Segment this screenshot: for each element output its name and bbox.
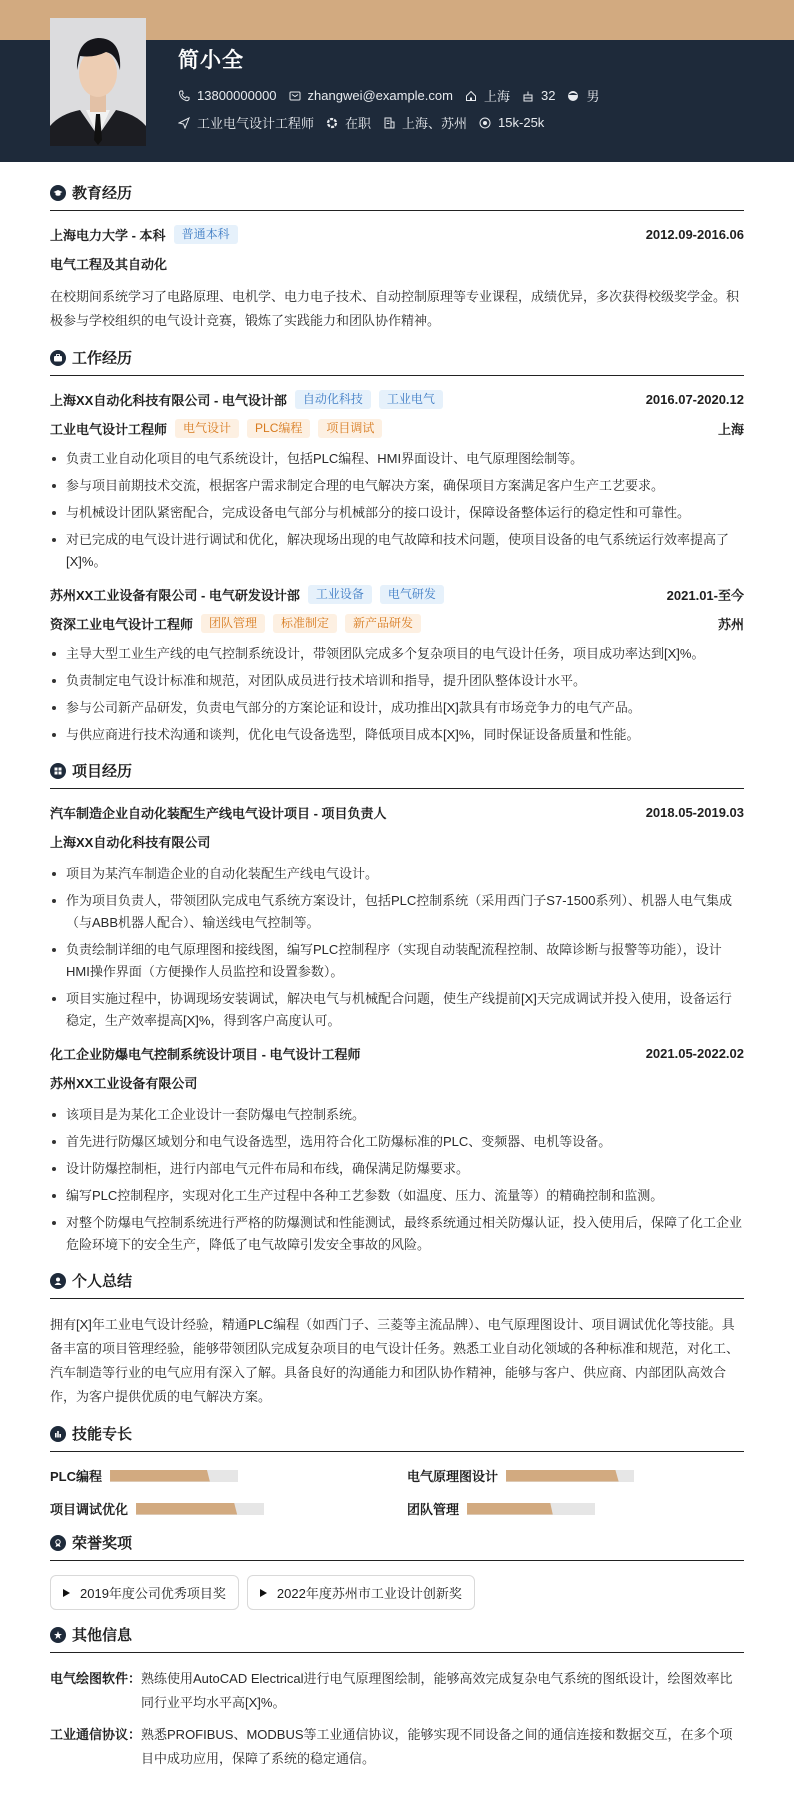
award-item: 2022年度苏州市工业设计创新奖 bbox=[247, 1575, 475, 1610]
list-item: 参与项目前期技术交流，根据客户需求制定合理的电气解决方案，确保项目方案满足客户生产工艺要求。 bbox=[50, 475, 744, 497]
age: 32 bbox=[540, 88, 556, 103]
status-ring-icon bbox=[326, 117, 338, 129]
job-intent-row bbox=[178, 113, 556, 132]
email-info bbox=[289, 88, 453, 103]
other-info-row bbox=[50, 1667, 744, 1715]
education-section bbox=[50, 182, 744, 333]
skill-bar bbox=[136, 1503, 264, 1515]
graduation-cap-icon bbox=[50, 185, 66, 201]
work-section bbox=[50, 347, 744, 746]
list-item: 项目为某汽车制造企业的自动化装配生产线电气设计。 bbox=[50, 863, 744, 885]
role-tag: 标准制定 bbox=[273, 614, 337, 633]
job-entry bbox=[50, 390, 744, 573]
section-title: 个人总结 bbox=[50, 1270, 744, 1299]
degree-tag: 普通本科 bbox=[174, 225, 238, 244]
list-item: 对已完成的电气设计进行调试和优化，解决现场出现的电气故障和技术问题，使项目设备的电气系统运行效率提高了[X]%。 bbox=[50, 529, 744, 573]
role-tag: PLC编程 bbox=[247, 419, 310, 438]
list-item: 对整个防爆电气控制系统进行严格的防爆测试和性能测试，最终系统通过相关防爆认证，投入使用后，保障了化工企业危险环境下的安全生产，降低了电气故障引发安全事故的风险。 bbox=[50, 1212, 744, 1256]
list-item: 参与公司新产品研发，负责电气部分的方案论证和设计，成功推出[X]款具有市场竞争力的电气产品。 bbox=[50, 697, 744, 719]
summary-section bbox=[50, 1270, 744, 1409]
projects-section bbox=[50, 760, 744, 1256]
education-date: 2012.09-2016.06 bbox=[645, 227, 744, 242]
cake-icon bbox=[522, 90, 534, 102]
project-entry bbox=[50, 803, 744, 1032]
list-item: 主导大型工业生产线的电气控制系统设计，带领团队完成多个复杂项目的电气设计任务，项目成功率达到[X]%。 bbox=[50, 643, 744, 665]
awards-section bbox=[50, 1532, 744, 1610]
list-item: 负责绘制详细的电气原理图和接线图，编写PLC控制程序（实现自动装配流程控制、故障诊断与报警等功能），设计HMI操作界面（方便操作人员监控和设置参数）。 bbox=[50, 939, 744, 983]
company-tag: 自动化科技 bbox=[295, 390, 371, 409]
role-tag: 电气设计 bbox=[175, 419, 239, 438]
company-name: 上海XX自动化科技有限公司 - 电气设计部 bbox=[50, 393, 287, 408]
skill-item bbox=[407, 1466, 744, 1485]
section-title: 项目经历 bbox=[50, 760, 744, 789]
other-info-value: 熟练使用AutoCAD Electrical进行电气原理图绘制，能够高效完成复杂电气系统的图纸设计，绘图效率比同行业平均水平高[X]%。 bbox=[141, 1671, 733, 1710]
user-face-icon bbox=[567, 90, 579, 102]
phone-icon bbox=[178, 90, 190, 102]
list-item: 首先进行防爆区域划分和电气设备选型，选用符合化工防爆标准的PLC、变频器、电机等设备。 bbox=[50, 1131, 744, 1153]
list-item: 与机械设计团队紧密配合，完成设备电气部分与机械部分的接口设计，保障设备整体运行的稳定性和可靠性。 bbox=[50, 502, 744, 524]
user-icon bbox=[50, 1273, 66, 1289]
other-section bbox=[50, 1624, 744, 1771]
city: 上海 bbox=[483, 89, 510, 104]
job-bullets bbox=[50, 643, 744, 746]
role-tag: 新产品研发 bbox=[345, 614, 421, 633]
contact-row bbox=[178, 86, 611, 105]
summary-text: 拥有[X]年工业电气设计经验，精通PLC编程（如西门子、三菱等主流品牌）、电气原理图设计、项目调试优化等技能。具备丰富的项目管理经验，能够带领团队完成复杂项目的电气设计任务。熟悉工业自动化领域的各种标准和规范，对化工、汽车制造等行业的电气应用有深入了解。具备良好的沟通能力和团队协作精神，能够与客户、供应商、内部团队高效合作，为客户提供优质的电气解决方案。 bbox=[50, 1317, 740, 1404]
city-info bbox=[465, 86, 510, 105]
list-item: 设计防爆控制柜，进行内部电气元件布局和布线，确保满足防爆要求。 bbox=[50, 1158, 744, 1180]
phone-info bbox=[178, 88, 277, 103]
portrait-photo bbox=[50, 18, 146, 146]
work-city-info bbox=[383, 113, 467, 132]
grid-icon bbox=[50, 763, 66, 779]
major: 电气工程及其自动化 bbox=[50, 257, 168, 272]
awards-list bbox=[50, 1575, 744, 1610]
gender: 男 bbox=[586, 89, 600, 104]
job-role: 资深工业电气设计工程师 bbox=[50, 617, 194, 632]
other-info-value: 熟悉PROFIBUS、MODBUS等工业通信协议，能够实现不同设备之间的通信连接和数据交互，在多个项目中成功应用，保障了系统的稳定通信。 bbox=[141, 1727, 733, 1766]
resume-body bbox=[0, 162, 794, 1805]
phone-number: 13800000000 bbox=[197, 88, 277, 103]
skill-name: 电气原理图设计 bbox=[407, 1469, 499, 1484]
company-tag: 电气研发 bbox=[380, 585, 444, 604]
salary-info bbox=[479, 115, 544, 130]
list-item: 该项目是为某化工企业设计一套防爆电气控制系统。 bbox=[50, 1104, 744, 1126]
building-icon bbox=[383, 117, 395, 129]
status-info bbox=[326, 113, 371, 132]
job-role: 工业电气设计工程师 bbox=[50, 422, 168, 437]
job-location: 上海 bbox=[717, 422, 744, 437]
mail-icon bbox=[289, 90, 301, 102]
skill-name: 项目调试优化 bbox=[50, 1502, 129, 1517]
triangle-right-icon bbox=[63, 1589, 70, 1597]
list-item: 与供应商进行技术沟通和谈判，优化电气设备选型，降低项目成本[X]%，同时保证设备质量和性能。 bbox=[50, 724, 744, 746]
project-bullets bbox=[50, 1104, 744, 1256]
section-title: 工作经历 bbox=[50, 347, 744, 376]
avatar bbox=[50, 18, 146, 146]
job-bullets bbox=[50, 448, 744, 573]
other-info-row bbox=[50, 1723, 744, 1771]
company-tag: 工业设备 bbox=[308, 585, 372, 604]
salary: 15k-25k bbox=[498, 115, 545, 130]
age-info bbox=[522, 88, 555, 103]
list-item: 编写PLC控制程序，实现对化工生产过程中各种工艺参数（如温度、压力、流量等）的精确控制和监测。 bbox=[50, 1185, 744, 1207]
project-name: 汽车制造企业自动化装配生产线电气设计项目 - 项目负责人 bbox=[50, 806, 387, 821]
award-icon bbox=[50, 1535, 66, 1551]
send-icon bbox=[178, 117, 190, 129]
other-info-key: 电气绘图软件： bbox=[50, 1671, 142, 1686]
project-bullets bbox=[50, 863, 744, 1032]
briefcase-icon bbox=[50, 350, 66, 366]
list-item: 负责工业自动化项目的电气系统设计，包括PLC编程、HMI界面设计、电气原理图绘制等。 bbox=[50, 448, 744, 470]
job-title-info bbox=[178, 113, 314, 132]
award-item: 2019年度公司优秀项目奖 bbox=[50, 1575, 239, 1610]
work-cities: 上海、苏州 bbox=[402, 116, 468, 131]
section-title: 荣誉奖项 bbox=[50, 1532, 744, 1561]
other-info-key: 工业通信协议： bbox=[50, 1727, 142, 1742]
skills-section bbox=[50, 1423, 744, 1518]
job-status: 在职 bbox=[345, 116, 372, 131]
skill-item bbox=[50, 1499, 387, 1518]
job-location: 苏州 bbox=[717, 617, 744, 632]
project-entry bbox=[50, 1044, 744, 1256]
project-name: 化工企业防爆电气控制系统设计项目 - 电气设计工程师 bbox=[50, 1047, 361, 1062]
project-date: 2018.05-2019.03 bbox=[645, 805, 744, 820]
list-item: 负责制定电气设计标准和规范，对团队成员进行技术培训和指导，提升团队整体设计水平。 bbox=[50, 670, 744, 692]
triangle-right-icon bbox=[260, 1589, 267, 1597]
skill-name: 团队管理 bbox=[407, 1502, 460, 1517]
skill-bar bbox=[506, 1470, 634, 1482]
job-date: 2021.01-至今 bbox=[666, 588, 744, 603]
skill-bar bbox=[110, 1470, 238, 1482]
coin-icon bbox=[479, 117, 491, 129]
skills-grid bbox=[50, 1466, 744, 1518]
project-company: 上海XX自动化科技有限公司 bbox=[50, 835, 211, 850]
skill-bar-fill bbox=[467, 1503, 553, 1515]
home-icon bbox=[465, 90, 477, 102]
job-title: 工业电气设计工程师 bbox=[197, 116, 315, 131]
role-tag: 团队管理 bbox=[201, 614, 265, 633]
skill-bar-fill bbox=[506, 1470, 619, 1482]
job-entry bbox=[50, 585, 744, 746]
school-name: 上海电力大学 - 本科 bbox=[50, 228, 166, 243]
education-description: 在校期间系统学习了电路原理、电机学、电力电子技术、自动控制原理等专业课程，成绩优异，多次获得校级奖学金。积极参与学校组织的电气设计竞赛，锻炼了实践能力和团队协作精神。 bbox=[50, 289, 740, 328]
education-header-row bbox=[50, 225, 744, 244]
skill-bar bbox=[467, 1503, 595, 1515]
role-tag: 项目调试 bbox=[318, 419, 382, 438]
section-title: 其他信息 bbox=[50, 1624, 744, 1653]
company-name: 苏州XX工业设备有限公司 - 电气研发设计部 bbox=[50, 588, 300, 603]
star-icon bbox=[50, 1627, 66, 1643]
email-address: zhangwei@example.com bbox=[307, 88, 453, 103]
list-item: 项目实施过程中，协调现场安装调试，解决电气与机械配合问题，使生产线提前[X]天完成调试并投入使用，设备运行稳定，生产效率提高[X]%，得到客户高度认可。 bbox=[50, 988, 744, 1032]
company-tag: 工业电气 bbox=[379, 390, 443, 409]
project-date: 2021.05-2022.02 bbox=[645, 1046, 744, 1061]
section-title: 技能专长 bbox=[50, 1423, 744, 1452]
section-title: 教育经历 bbox=[50, 182, 744, 211]
list-item: 作为项目负责人，带领团队完成电气系统方案设计，包括PLC控制系统（采用西门子S7-1500系列）、机器人电气集成（与ABB机器人配合）、输送线电气控制等。 bbox=[50, 890, 744, 934]
skill-item bbox=[50, 1466, 387, 1485]
skill-name: PLC编程 bbox=[50, 1469, 103, 1484]
resume-header bbox=[0, 40, 794, 162]
project-company: 苏州XX工业设备有限公司 bbox=[50, 1076, 198, 1091]
candidate-name: 简小全 bbox=[178, 49, 244, 72]
gender-info bbox=[567, 86, 599, 105]
bar-chart-icon bbox=[50, 1426, 66, 1442]
skill-bar-fill bbox=[110, 1470, 210, 1482]
job-date: 2016.07-2020.12 bbox=[645, 392, 744, 407]
skill-bar-fill bbox=[136, 1503, 237, 1515]
skill-item bbox=[407, 1499, 744, 1518]
